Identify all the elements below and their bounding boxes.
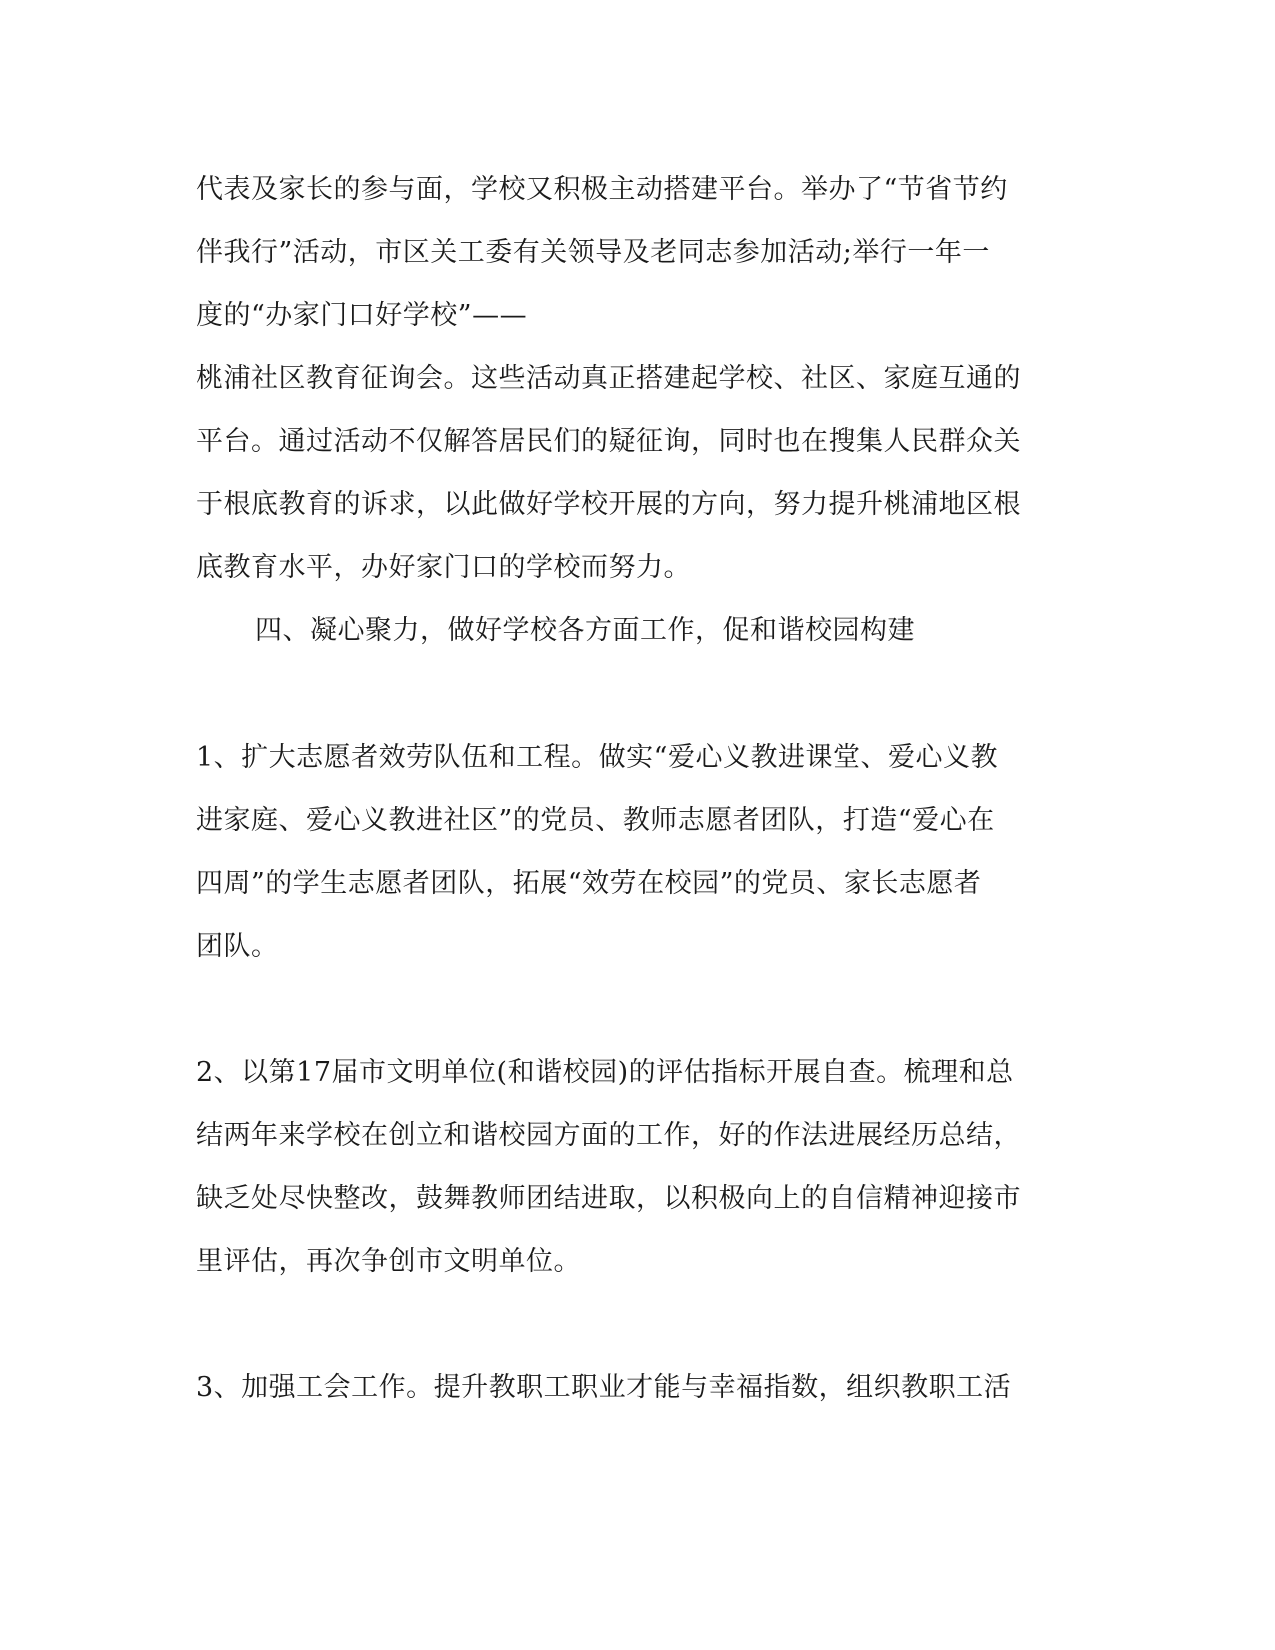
list-item-3-line: 3、加强工会工作。提升教职工职业才能与幸福指数，组织教职工活 (196, 1372, 1012, 1403)
list-item-1-line: 进家庭、爱心义教进社区”的党员、教师志愿者团队，打造“爱心在 (196, 805, 995, 836)
paragraph-line: 底教育水平，办好家门口的学校而努力。 (196, 552, 691, 583)
list-item-1-line: 四周”的学生志愿者团队，拓展“效劳在校园”的党员、家长志愿者 (196, 868, 982, 899)
paragraph-line: 伴我行”活动，市区关工委有关领导及老同志参加活动;举行一年一 (196, 237, 990, 268)
paragraph-line: 桃浦社区教育征询会。这些活动真正搭建起学校、社区、家庭互通的 (196, 363, 1021, 394)
list-item-2-line: 缺乏处尽快整改，鼓舞教师团结进取，以积极向上的自信精神迎接市 (196, 1183, 1021, 1214)
paragraph-line: 平台。通过活动不仅解答居民们的疑征询，同时也在搜集人民群众关 (196, 426, 1021, 457)
list-item-2-line: 结两年来学校在创立和谐校园方面的工作，好的作法进展经历总结， (196, 1120, 1021, 1151)
paragraph-line: 度的“办家门口好学校”—— (196, 300, 528, 331)
paragraph-line: 于根底教育的诉求，以此做好学校开展的方向，努力提升桃浦地区根 (196, 489, 1021, 520)
list-item-1-line: 1、扩大志愿者效劳队伍和工程。做实“爱心义教进课堂、爱心义教 (196, 742, 998, 773)
list-item-1-line: 团队。 (196, 931, 279, 962)
paragraph-line: 代表及家长的参与面，学校又积极主动搭建平台。举办了“节省节约 (196, 174, 1008, 205)
list-item-2-line: 2、以第17届市文明单位(和谐校园)的评估指标开展自查。梳理和总 (196, 1057, 1014, 1088)
section-heading: 四、凝心聚力，做好学校各方面工作，促和谐校园构建 (255, 615, 915, 646)
list-item-2-line: 里评估，再次争创市文明单位。 (196, 1246, 581, 1277)
